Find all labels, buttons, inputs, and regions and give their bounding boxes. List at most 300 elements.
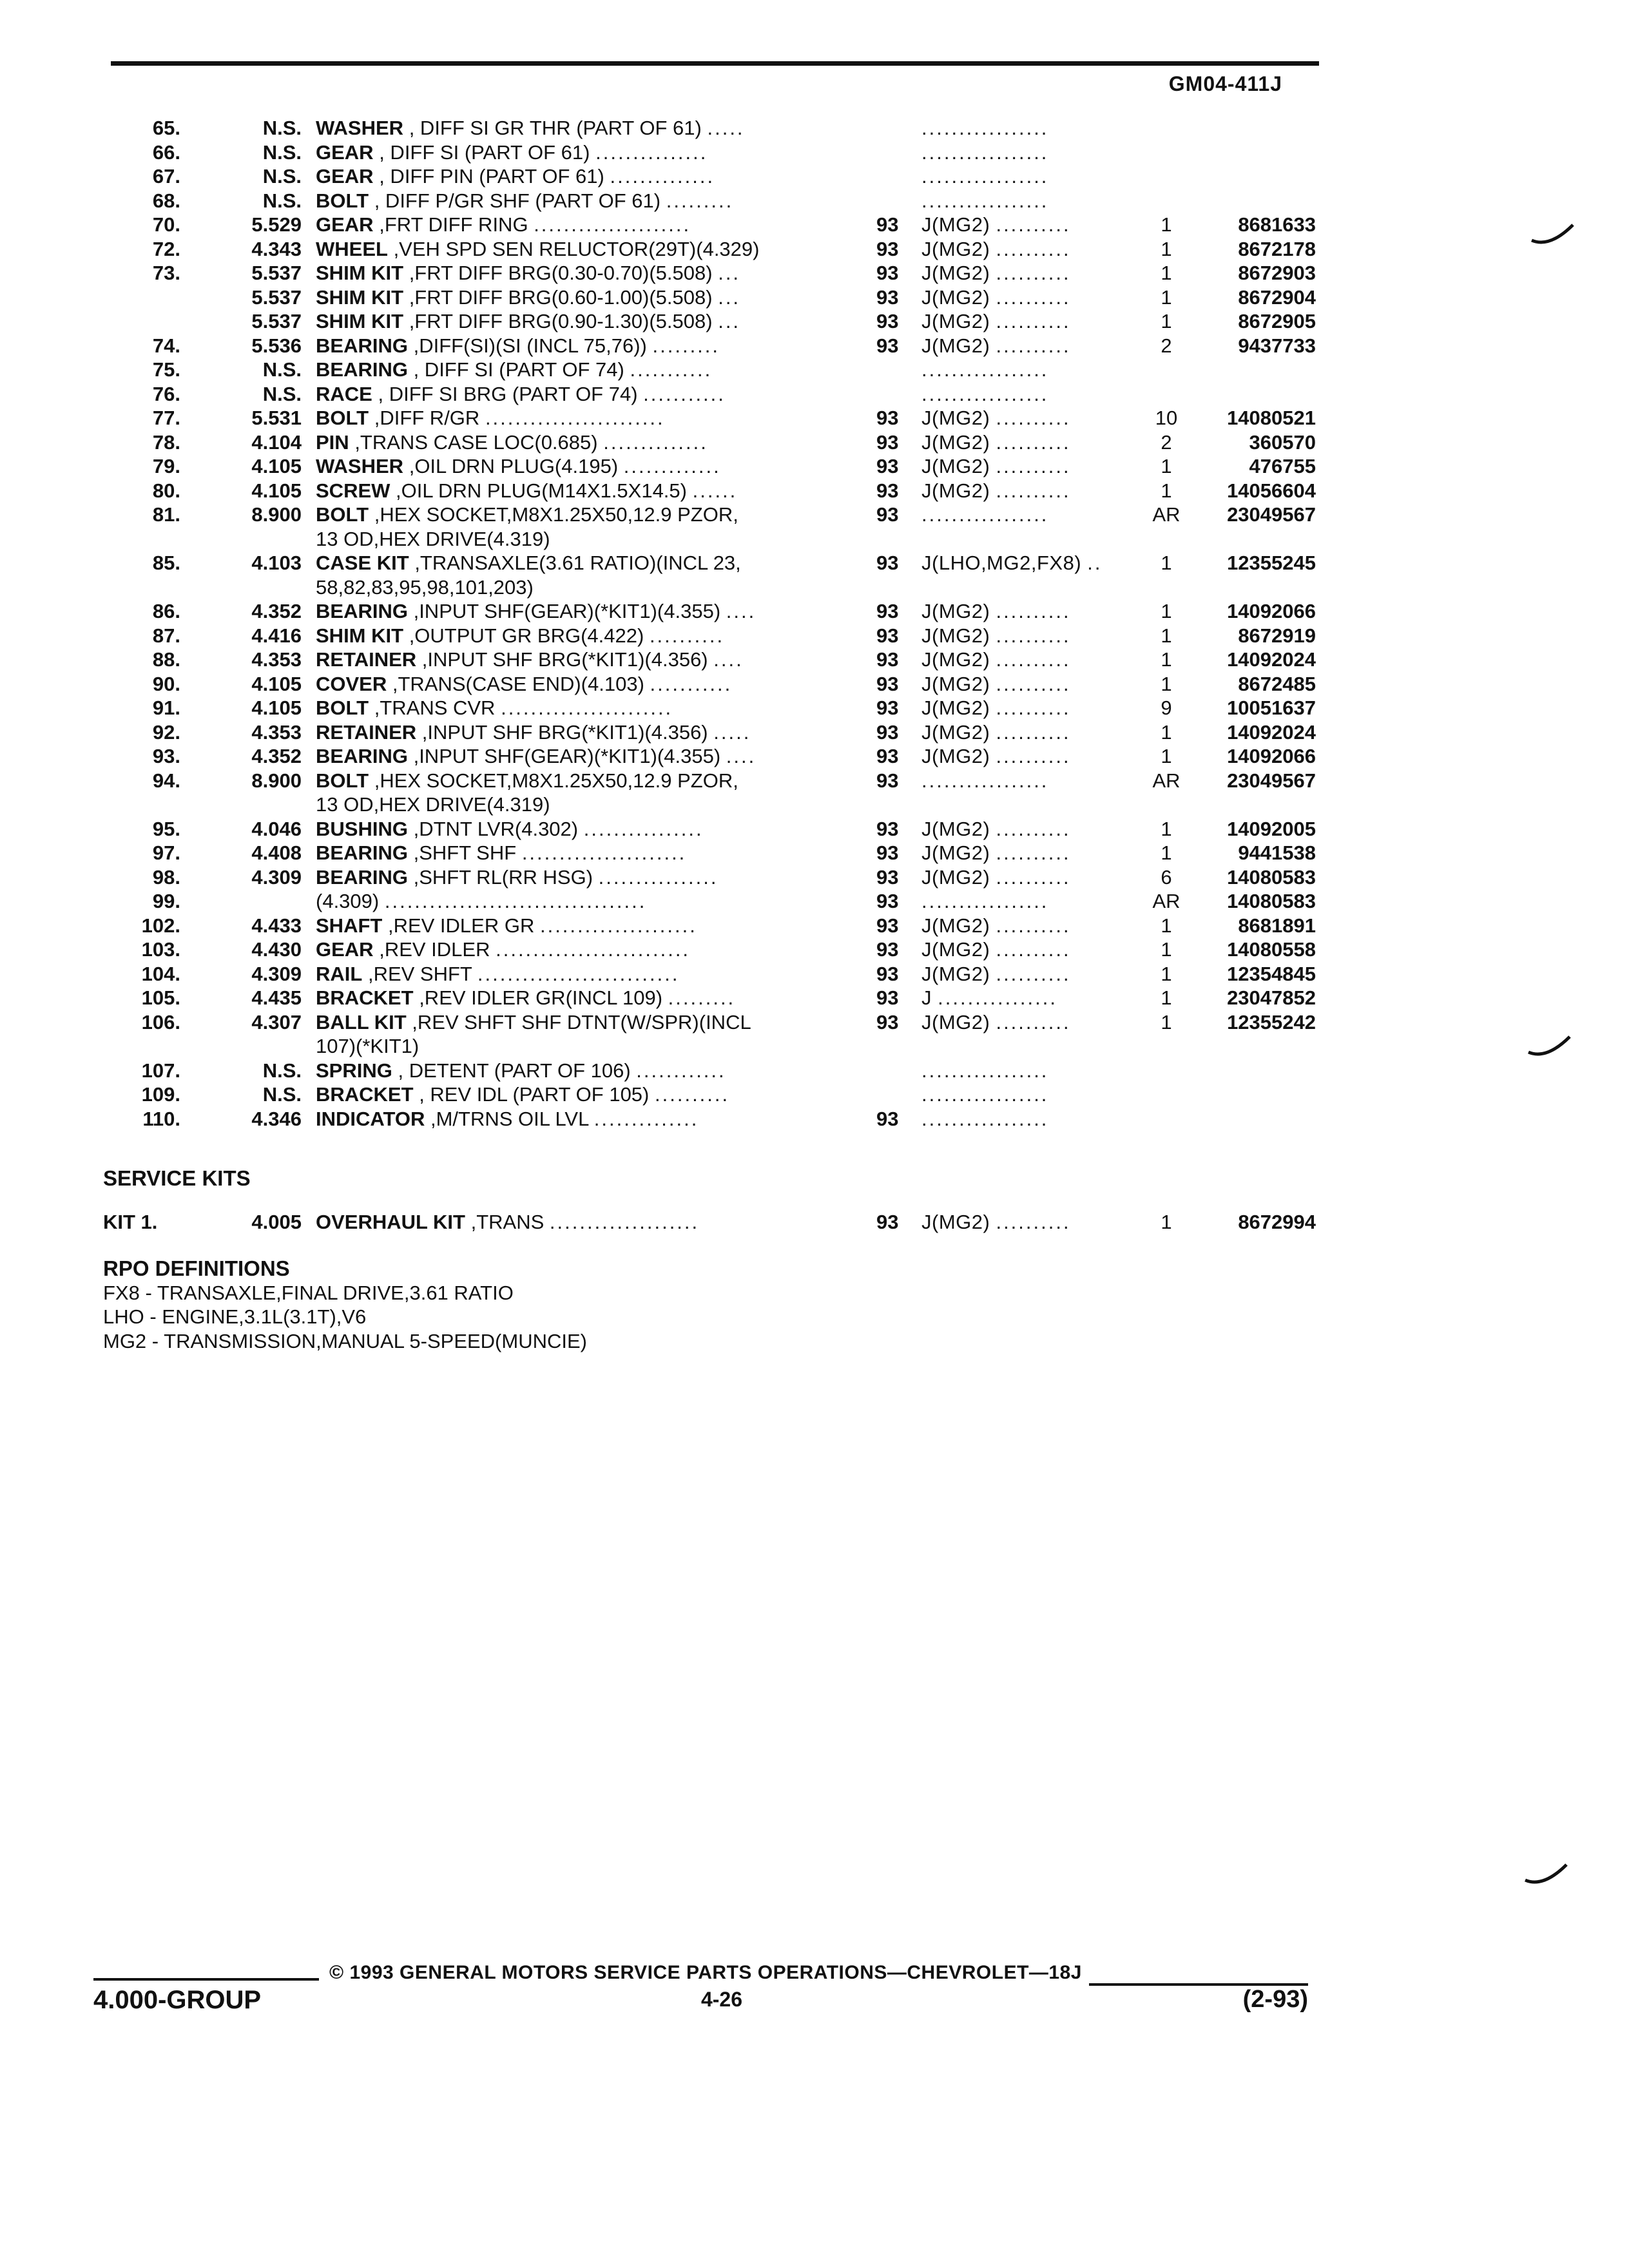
quantity: AR — [1152, 890, 1181, 912]
ref-number: 66. — [152, 140, 180, 164]
ref-number: 67. — [152, 165, 180, 187]
quantity: 9 — [1161, 697, 1172, 719]
part-description — [316, 624, 831, 648]
part-detail: ,INPUT SHF(GEAR)(*KIT1)(4.355) — [413, 600, 721, 622]
ref-number: 87. — [152, 624, 180, 647]
ref-number: 94. — [152, 769, 180, 792]
part-row — [0, 599, 1629, 624]
part-description — [316, 720, 831, 745]
leader-dots: ... — [718, 310, 741, 332]
application-dots: .......... — [996, 479, 1071, 502]
application — [921, 1082, 1134, 1107]
ref-number: 93. — [152, 745, 180, 767]
application-code: J(MG2) — [921, 262, 990, 284]
leader-dots: .......................... — [496, 938, 691, 961]
ref-number: 107. — [141, 1059, 180, 1082]
leader-dots: .... — [713, 648, 744, 671]
part-detail: ,TRANS CVR — [374, 697, 496, 719]
parts-table — [0, 116, 1629, 1131]
part-description — [316, 914, 831, 938]
group-number: 4.433 — [251, 914, 302, 937]
leader-dots: ............... — [595, 140, 708, 164]
application-code: J(MG2) — [921, 841, 990, 864]
quantity: 6 — [1161, 865, 1172, 889]
application-dots: ................. — [921, 140, 1049, 164]
application — [921, 140, 1134, 165]
model-year: 93 — [876, 697, 899, 719]
part-name: SPRING — [316, 1059, 392, 1082]
group-number: 4.346 — [251, 1107, 302, 1130]
application — [921, 164, 1134, 189]
part-description — [316, 382, 831, 407]
part-row — [0, 1082, 1629, 1107]
quantity: 2 — [1161, 430, 1172, 454]
part-name: RETAINER — [316, 648, 417, 671]
part-number: 9441538 — [1238, 841, 1316, 864]
application-code: J(MG2) — [921, 430, 990, 454]
leader-dots: ..... — [707, 117, 745, 139]
application-code: J(MG2) — [921, 865, 990, 889]
part-name: SHIM KIT — [316, 624, 404, 647]
kit-name: OVERHAUL KIT — [316, 1211, 465, 1233]
leader-dots: ........................ — [485, 407, 665, 429]
application — [921, 865, 1134, 890]
part-row — [0, 865, 1629, 890]
quantity: 1 — [1161, 310, 1172, 332]
part-name: SHAFT — [316, 914, 383, 937]
quantity: 1 — [1161, 938, 1172, 961]
quantity: 10 — [1155, 407, 1178, 429]
kit-group: 4.005 — [251, 1211, 302, 1233]
leader-dots: ......... — [652, 334, 720, 357]
part-description — [316, 334, 831, 358]
part-number: 14092024 — [1227, 648, 1316, 671]
rpo-line: LHO - ENGINE,3.1L(3.1T),V6 — [103, 1305, 367, 1328]
quantity: 1 — [1161, 213, 1172, 236]
application-dots: ................. — [921, 117, 1049, 139]
part-row — [0, 479, 1629, 503]
kit-ref: KIT 1. — [103, 1211, 158, 1233]
part-description — [316, 744, 831, 769]
model-year: 93 — [876, 262, 899, 284]
service-kits-heading: SERVICE KITS — [103, 1166, 251, 1190]
application-dots: .......... — [996, 407, 1071, 429]
part-description — [316, 479, 831, 503]
part-name: SHIM KIT — [316, 310, 404, 332]
application-code: J(MG2) — [921, 407, 990, 429]
application-dots: ................. — [921, 165, 1049, 187]
ref-number: 86. — [152, 600, 180, 622]
ref-number: 88. — [152, 648, 180, 671]
quantity: 1 — [1161, 237, 1172, 260]
part-row — [0, 986, 1629, 1010]
quantity: 1 — [1161, 914, 1172, 937]
part-row — [0, 382, 1629, 407]
group-number: N.S. — [262, 140, 302, 164]
leader-dots: ............. — [623, 455, 721, 477]
model-year: 93 — [876, 817, 899, 840]
ref-number: 95. — [152, 817, 180, 840]
application-dots: .......... — [996, 600, 1071, 622]
part-row — [0, 696, 1629, 720]
part-description — [316, 769, 831, 793]
rpo-line: FX8 - TRANSAXLE,FINAL DRIVE,3.61 RATIO — [103, 1281, 514, 1304]
model-year: 93 — [876, 1010, 899, 1033]
margin-check-mark — [1524, 1862, 1569, 1888]
part-name: BEARING — [316, 841, 408, 864]
ref-number: 97. — [152, 841, 180, 864]
part-number: 14092066 — [1227, 600, 1316, 622]
part-description — [316, 986, 831, 1010]
application-code: J(MG2) — [921, 334, 990, 357]
application-dots: .......... — [996, 213, 1071, 236]
application-dots: .......... — [996, 865, 1071, 889]
application — [921, 237, 1134, 262]
part-row — [0, 1059, 1629, 1083]
part-name: BEARING — [316, 334, 408, 357]
part-row — [0, 720, 1629, 745]
part-detail: ,DIFF R/GR — [374, 407, 480, 429]
part-name: RETAINER — [316, 720, 417, 744]
part-description — [316, 503, 831, 527]
quantity: 2 — [1161, 334, 1172, 357]
application-dots: .......... — [996, 430, 1071, 454]
part-row — [0, 648, 1629, 672]
group-number: N.S. — [262, 382, 302, 405]
part-number: 8672903 — [1238, 262, 1316, 284]
part-detail: 58,82,83,95,98,101,203) — [316, 575, 534, 599]
application-dots: .......... — [996, 745, 1071, 767]
ref-number: 99. — [152, 890, 180, 912]
part-description — [316, 696, 831, 720]
application — [921, 334, 1134, 358]
part-description — [316, 889, 831, 914]
part-row — [0, 454, 1629, 479]
part-detail: 13 OD,HEX DRIVE(4.319) — [316, 527, 550, 550]
part-detail: ,HEX SOCKET,M8X1.25X50,12.9 PZOR, — [374, 769, 738, 792]
ref-number: 77. — [152, 407, 180, 429]
application-code: J(MG2) — [921, 648, 990, 671]
part-name: RACE — [316, 382, 372, 405]
ref-number: 81. — [152, 503, 180, 526]
part-number: 8672904 — [1238, 285, 1316, 309]
part-name: INDICATOR — [316, 1107, 425, 1130]
application-dots: .......... — [996, 817, 1071, 840]
quantity: 1 — [1161, 745, 1172, 767]
model-year: 93 — [876, 334, 899, 357]
quantity: 1 — [1161, 672, 1172, 695]
footer-date: (2-93) — [1242, 1986, 1308, 2013]
application — [921, 841, 1134, 865]
application-dots: .......... — [996, 672, 1071, 695]
quantity: 1 — [1161, 479, 1172, 502]
part-description — [316, 575, 831, 600]
group-number: N.S. — [262, 165, 302, 187]
ref-number: 104. — [141, 962, 180, 985]
footer-copyright: © 1993 GENERAL MOTORS SERVICE PARTS OPERATIONS—CHEVROLET—18J — [329, 1962, 1082, 1983]
ref-number: 102. — [141, 914, 180, 937]
leader-dots: ........... — [630, 358, 713, 381]
part-name: BRACKET — [316, 1083, 414, 1106]
part-detail: ,OIL DRN PLUG(M14X1.5X14.5) — [396, 479, 687, 502]
part-number: 8672919 — [1238, 624, 1316, 647]
margin-check-mark — [1530, 222, 1576, 248]
application — [921, 116, 1134, 140]
application-code: J(MG2) — [921, 672, 990, 695]
part-detail: ,INPUT SHF BRG(*KIT1)(4.356) — [421, 648, 708, 671]
part-name: BEARING — [316, 600, 408, 622]
group-number: 5.537 — [251, 285, 302, 309]
group-number: 5.536 — [251, 334, 302, 357]
part-detail: ,TRANS CASE LOC(0.685) — [354, 430, 598, 454]
part-name: GEAR — [316, 140, 374, 164]
part-description — [316, 672, 831, 697]
model-year: 93 — [876, 430, 899, 454]
document-id: GM04-411J — [1168, 72, 1282, 95]
group-number: 4.352 — [251, 745, 302, 767]
part-description — [316, 962, 831, 986]
application-dots: ................. — [921, 1083, 1049, 1106]
group-number: 8.900 — [251, 503, 302, 526]
kit-description — [316, 1210, 831, 1235]
ref-number: 103. — [141, 938, 180, 961]
quantity: 1 — [1161, 285, 1172, 309]
part-description — [316, 1034, 831, 1059]
part-row — [0, 527, 1629, 552]
quantity: 1 — [1161, 720, 1172, 744]
group-number: 4.103 — [251, 552, 302, 574]
application-dots: ................. — [921, 358, 1049, 381]
application — [921, 817, 1134, 841]
part-row — [0, 962, 1629, 986]
quantity: 1 — [1161, 1010, 1172, 1033]
part-detail: ,REV IDLER GR(INCL 109) — [419, 986, 663, 1009]
application-code: J(MG2) — [921, 745, 990, 767]
ref-number: 72. — [152, 237, 180, 260]
application-dots: .......... — [996, 938, 1071, 961]
group-number: 4.353 — [251, 648, 302, 671]
ref-number: 70. — [152, 213, 180, 236]
part-name: GEAR — [316, 165, 374, 187]
kit-leader-dots: .................... — [549, 1211, 700, 1233]
part-number: 12354845 — [1227, 962, 1316, 985]
part-name: BOLT — [316, 503, 369, 526]
part-row — [0, 817, 1629, 841]
part-row — [0, 575, 1629, 600]
part-description — [316, 164, 831, 189]
leader-dots: ........... — [650, 672, 733, 695]
application — [921, 454, 1134, 479]
application — [921, 962, 1134, 986]
application — [921, 648, 1134, 672]
group-number: 4.105 — [251, 672, 302, 695]
model-year: 93 — [876, 865, 899, 889]
part-name: SHIM KIT — [316, 285, 404, 309]
leader-dots: ... — [718, 262, 741, 284]
model-year: 93 — [876, 1107, 899, 1130]
part-row — [0, 841, 1629, 865]
part-name: SCREW — [316, 479, 390, 502]
ref-number: 105. — [141, 986, 180, 1009]
part-row — [0, 140, 1629, 165]
part-number: 360570 — [1249, 430, 1316, 454]
quantity: AR — [1152, 769, 1181, 792]
part-detail: ,DIFF(SI)(SI (INCL 75,76)) — [413, 334, 647, 357]
group-number: 4.408 — [251, 841, 302, 864]
part-number: 8681633 — [1238, 213, 1316, 236]
application — [921, 914, 1134, 938]
application-dots: .......... — [996, 624, 1071, 647]
footer-page-number: 4-26 — [700, 1988, 743, 2011]
leader-dots: ...... — [692, 479, 738, 502]
application — [921, 672, 1134, 697]
application-code: J(MG2) — [921, 237, 990, 260]
part-row — [0, 430, 1629, 455]
part-detail: (4.309) — [316, 890, 380, 912]
application — [921, 599, 1134, 624]
part-row — [0, 213, 1629, 237]
part-description — [316, 599, 831, 624]
part-detail: ,TRANSAXLE(3.61 RATIO)(INCL 23, — [414, 552, 741, 574]
part-description — [316, 648, 831, 672]
part-description — [316, 213, 831, 237]
part-name: RAIL — [316, 962, 363, 985]
part-description — [316, 1107, 831, 1131]
part-name: BOLT — [316, 189, 369, 212]
part-description — [316, 261, 831, 285]
part-row — [0, 116, 1629, 140]
ref-number: 80. — [152, 479, 180, 502]
model-year: 93 — [876, 962, 899, 985]
part-number: 14092024 — [1227, 720, 1316, 744]
part-description — [316, 309, 831, 334]
leader-dots: .............. — [603, 430, 708, 454]
part-name: BOLT — [316, 769, 369, 792]
service-kit-row — [0, 1210, 1629, 1235]
application — [921, 189, 1134, 213]
part-detail: 107)(*KIT1) — [316, 1035, 419, 1057]
group-number: 5.537 — [251, 262, 302, 284]
leader-dots: ........................... — [477, 962, 680, 985]
application — [921, 1107, 1134, 1131]
part-name: BOLT — [316, 697, 369, 719]
ref-number: 98. — [152, 865, 180, 889]
leader-dots: ........... — [643, 382, 726, 405]
part-name: GEAR — [316, 938, 374, 961]
part-name: BOLT — [316, 407, 369, 429]
group-number: 4.307 — [251, 1010, 302, 1033]
group-number: 4.353 — [251, 720, 302, 744]
quantity: 1 — [1161, 600, 1172, 622]
model-year: 93 — [876, 890, 899, 912]
part-detail: , REV IDL (PART OF 105) — [419, 1083, 650, 1106]
part-row — [0, 672, 1629, 697]
part-detail: ,DTNT LVR(4.302) — [413, 817, 579, 840]
part-detail: ,REV IDLER — [379, 938, 490, 961]
application-dots: .......... — [996, 962, 1071, 985]
part-description — [316, 841, 831, 865]
part-row — [0, 1107, 1629, 1131]
part-name: GEAR — [316, 213, 374, 236]
leader-dots: .......... — [649, 624, 725, 647]
quantity: 1 — [1161, 552, 1172, 574]
application — [921, 309, 1134, 334]
model-year: 93 — [876, 503, 899, 526]
leader-dots: .......... — [655, 1083, 730, 1106]
leader-dots: ............ — [636, 1059, 726, 1082]
application-code: J(MG2) — [921, 697, 990, 719]
footer-group: 4.000-GROUP — [93, 1986, 262, 2014]
application-code: J(MG2) — [921, 817, 990, 840]
part-name: WASHER — [316, 455, 404, 477]
ref-number: 65. — [152, 117, 180, 139]
application-code: J(MG2) — [921, 938, 990, 961]
application — [921, 479, 1134, 503]
application-dots: .......... — [996, 334, 1071, 357]
part-description — [316, 406, 831, 430]
group-number: 5.531 — [251, 407, 302, 429]
part-row — [0, 334, 1629, 358]
model-year: 93 — [876, 455, 899, 477]
quantity: 1 — [1161, 648, 1172, 671]
quantity: AR — [1152, 503, 1181, 526]
part-number: 476755 — [1249, 455, 1316, 477]
part-row — [0, 914, 1629, 938]
part-number: 8672905 — [1238, 310, 1316, 332]
part-number: 10051637 — [1227, 697, 1316, 719]
application-dots: ................. — [921, 189, 1049, 212]
part-detail: ,TRANS(CASE END)(4.103) — [392, 672, 644, 695]
group-number: 4.105 — [251, 479, 302, 502]
group-number: 4.435 — [251, 986, 302, 1009]
ref-number: 74. — [152, 334, 180, 357]
part-number: 14080583 — [1227, 890, 1316, 912]
application-dots: .......... — [996, 841, 1071, 864]
application — [921, 382, 1134, 407]
part-row — [0, 1010, 1629, 1035]
model-year: 93 — [876, 285, 899, 309]
part-row — [0, 551, 1629, 575]
part-detail: ,OIL DRN PLUG(4.195) — [409, 455, 619, 477]
group-number: 5.529 — [251, 213, 302, 236]
application-dots: .......... — [996, 455, 1071, 477]
application-code: J(MG2) — [921, 600, 990, 622]
leader-dots: ................................... — [384, 890, 647, 912]
leader-dots: .............. — [593, 1107, 699, 1130]
application-dots: .......... — [996, 697, 1071, 719]
model-year: 93 — [876, 769, 899, 792]
part-row — [0, 189, 1629, 213]
application — [921, 358, 1134, 382]
application-dots: ................. — [921, 382, 1049, 405]
part-detail: , DETENT (PART OF 106) — [398, 1059, 631, 1082]
quantity: 1 — [1161, 986, 1172, 1009]
part-row — [0, 793, 1629, 817]
part-description — [316, 865, 831, 890]
part-description — [316, 551, 831, 575]
part-detail: 13 OD,HEX DRIVE(4.319) — [316, 793, 550, 816]
application-code: J(MG2) — [921, 479, 990, 502]
group-number: 4.352 — [251, 600, 302, 622]
model-year: 93 — [876, 237, 899, 260]
application — [921, 986, 1134, 1010]
rpo-definitions — [103, 1256, 587, 1353]
part-number: 14092005 — [1227, 817, 1316, 840]
group-number: N.S. — [262, 1059, 302, 1082]
part-detail: , DIFF SI (PART OF 74) — [413, 358, 624, 381]
application-code: J(MG2) — [921, 914, 990, 937]
group-number: 4.430 — [251, 938, 302, 961]
